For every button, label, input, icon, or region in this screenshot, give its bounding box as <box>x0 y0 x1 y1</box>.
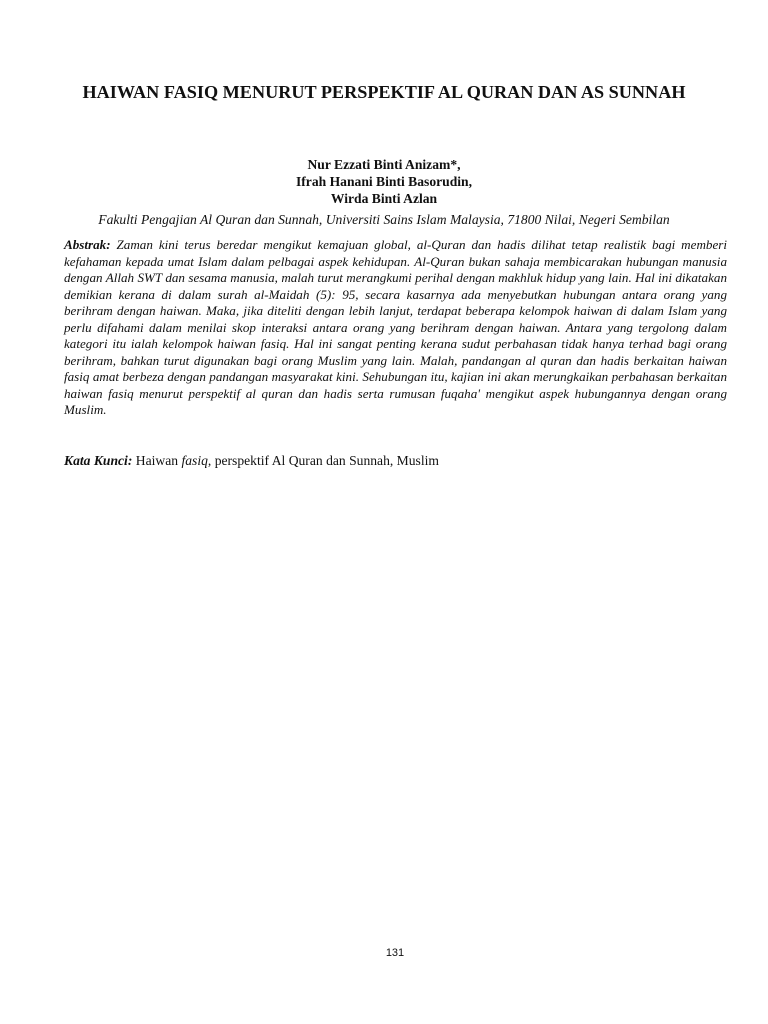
keywords <box>64 452 727 469</box>
keywords-term: fasiq <box>181 453 208 468</box>
abstract-label: Abstrak: <box>64 237 111 252</box>
author-list <box>60 156 708 207</box>
keywords-text-start: Haiwan <box>135 453 179 468</box>
author-name: Wirda Binti Azlan <box>330 191 438 206</box>
keywords-text-end: , perspektif Al Quran dan Sunnah, Muslim <box>207 453 439 468</box>
author-affiliation: Fakulti Pengajian Al Quran dan Sunnah, Universiti Sains Islam Malaysia, 71800 Nilai, Negeri Sembilan <box>98 212 670 227</box>
abstract <box>64 237 727 419</box>
abstract-text: Zaman kini terus beredar mengikut kemajuan global, al-Quran dan hadis dilihat tetap realistik bagi memberi kefahaman kepada umat Islam dalam pelbagai aspek kehidupan. Al-Quran bukan sahaja membicarakan hubungan manusia dengan Allah SWT dan sesama manusia, malah turut merangkumi perihal dengan makhluk hidup yang lain. Hal ini dikatakan demikian kerana di dalam surah al-Maidah (5): 95, secara kasarnya ada menyebutkan hubungan antara orang yang berihram dengan haiwan. Maka, jika diteliti dengan lebih lanjut, terdapat beberapa kelompok haiwan di dalam Islam yang perlu difahami dalam menilai skop interaksi antara orang yang berihram dengan haiwan. Antara yang tergolong dalam kategori itu ialah kelompok haiwan fasiq. Hal ini sangat penting kerana sudut perbahasan tidak hanya terhad bagi orang berihram, bahkan turut digunakan bagi orang Muslim yang lain. Malah, pandangan al quran dan hadis berkaitan haiwan fasiq amat berbeza dengan pandangan masyarakat kini. Sehubungan itu, kajian ini akan merungkaikan perbahasan berkaitan haiwan fasiq menurut perspektif al quran dan hadis serta rumusan fuqaha' mengikut aspek hubungannya dengan orang Muslim. <box>64 237 727 417</box>
paper-title: HAIWAN FASIQ MENURUT PERSPEKTIF AL QURAN DAN AS SUNNAH <box>82 82 686 102</box>
page-number: 131 <box>385 947 405 959</box>
keywords-label: Kata Kunci: <box>64 453 133 468</box>
author-name: Nur Ezzati Binti Anizam*, <box>307 157 461 172</box>
author-name: Ifrah Hanani Binti Basorudin, <box>295 174 472 189</box>
